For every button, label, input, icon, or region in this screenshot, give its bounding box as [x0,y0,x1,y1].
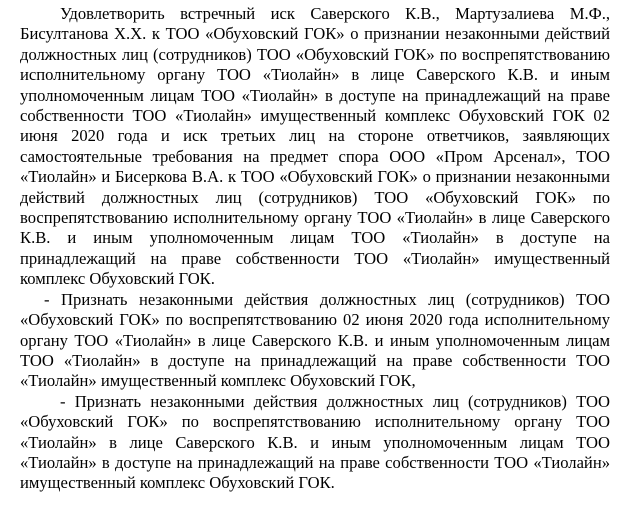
paragraph-counterclaim: Удовлетворить встречный иск Саверского К.В., Мартузалиева М.Ф., Бисултанова Х.Х. к ТОО «Обуховский ГОК» о признании незаконными действий должностных лиц (сотрудников) ТОО «Обуховский ГОК» по воспрепятствованию исполнительному органу ТОО «Тиолайн» в лице Саверского К.В. и иным уполномоченным лицам ТОО «Тиолайн» в доступе на принадлежащий на праве собственности ТОО «Тиолайн» имущественный комплекс Обуховский ГОК 02 июня 2020 года и иск третьих лиц на стороне ответчиков, заявляющих самостоятельные требования на предмет спора ООО «Пром Арсенал», ТОО «Тиолайн» и Бисеркова В.А. к ТОО «Обуховский ГОК» о признании незаконными действий должностных лиц (сотрудников) ТОО «Обуховский ГОК» по воспрепятствованию исполнительному органу ТОО «Тиолайн» в лице Саверского К.В. и иным уполномоченным лицам ТОО «Тиолайн» в доступе на принадлежащий на праве собственности ТОО «Тиолайн» имущественный комплекс Обуховский ГОК. [20,4,610,289]
paragraph-item-1: - Признать незаконными действия должностных лиц (сотрудников) ТОО «Обуховский ГОК» по воспрепятствованию 02 июня 2020 года исполнительному органу ТОО «Тиолайн» в лице Саверского К.В. и иным уполномоченным лицам ТОО «Тиолайн» в доступе на принадлежащий на праве собственности ТОО «Тиолайн» имущественный комплекс Обуховский ГОК, [20,289,610,391]
paragraph-item-2: - Признать незаконными действия должностных лиц (сотрудников) ТОО «Обуховский ГОК» по воспрепятствованию исполнительному органу ТОО «Тиолайн» в лице Саверского К.В. и иным уполномоченным лицам ТОО «Тиолайн» в доступе на принадлежащий на праве собственности ТОО «Тиолайн» имущественный комплекс Обуховский ГОК. [20,391,610,493]
document-body [20,4,610,494]
